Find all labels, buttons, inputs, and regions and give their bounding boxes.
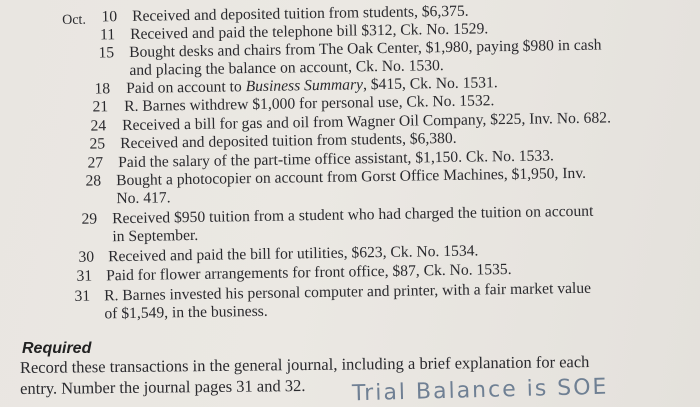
transaction-continuation: and placing the balance on account, Ck. No. 1530. [129,57,444,79]
transaction-day: 18 [94,80,111,98]
transaction-description: R. Barnes withdrew $1,000 for personal use, Ck. No. 1532. [123,92,495,116]
transaction-oct-30 [0,239,700,266]
transaction-day: 25 [89,135,106,153]
transaction-day: 30 [78,248,95,266]
transaction-day: 27 [87,154,104,172]
transaction-oct-10 [0,0,700,29]
transaction-description: Paid the salary of the part-time office assistant, $1,150. Ck. No. 1533. [117,147,555,172]
required-line: entry. Number the journal pages 31 and 32. [20,376,306,398]
text-segment: Paid on account to [125,78,246,98]
transaction-day: 21 [92,98,109,116]
transaction-continuation: of $1,549, in the business. [104,302,268,323]
required-heading: Required [22,340,92,357]
transaction-day: 29 [81,210,98,228]
transaction-day: 31 [74,287,91,305]
month-label: Oct. [62,12,87,29]
transaction-day: 28 [85,172,102,190]
transaction-description: Received and paid the telephone bill $312, Ck. No. 1529. [129,20,489,43]
transaction-day: 31 [76,267,93,285]
transaction-description: Received and deposited tuition from students, $6,375. [131,2,469,25]
transaction-continuation: in September. [112,226,199,246]
publication-name: Business Summary [245,76,364,96]
transaction-description: Received and paid the bill for utilities, $623, Ck. No. 1534. [107,242,479,266]
transaction-oct-29 [0,201,700,246]
transaction-day: 10 [101,8,118,26]
transaction-continuation: No. 417. [116,189,171,208]
text-segment: , $415, Ck. No. 1531. [362,74,498,94]
transaction-day: 11 [99,26,116,44]
transaction-day: 24 [90,117,107,135]
transaction-day: 15 [98,44,115,62]
transaction-description: Bought desks and chairs from The Oak Center, $1,980, paying $980 in cash [128,36,602,61]
transaction-description: Received $950 tuition from a student who had charged the tuition on account [111,202,594,228]
required-line: Record these transactions in the general journal, including a brief explanation for each [19,352,590,378]
handwritten-note: Trial Balance is SOE [351,374,609,407]
transaction-description: Bought a photocopier on account from Gorst Office Machines, $1,950, Inv. [115,164,587,190]
transaction-description: Received a bill for gas and oil from Wagner Oil Company, $225, Inv. No. 682. [121,109,612,135]
transaction-description: Received and deposited tuition from students, $6,380. [119,129,457,153]
transaction-description: Paid for flower arrangements for front office, $87, Ck. No. 1535. [105,260,512,285]
transaction-description: R. Barnes invested his personal computer and printer, with a fair market value [103,279,592,305]
